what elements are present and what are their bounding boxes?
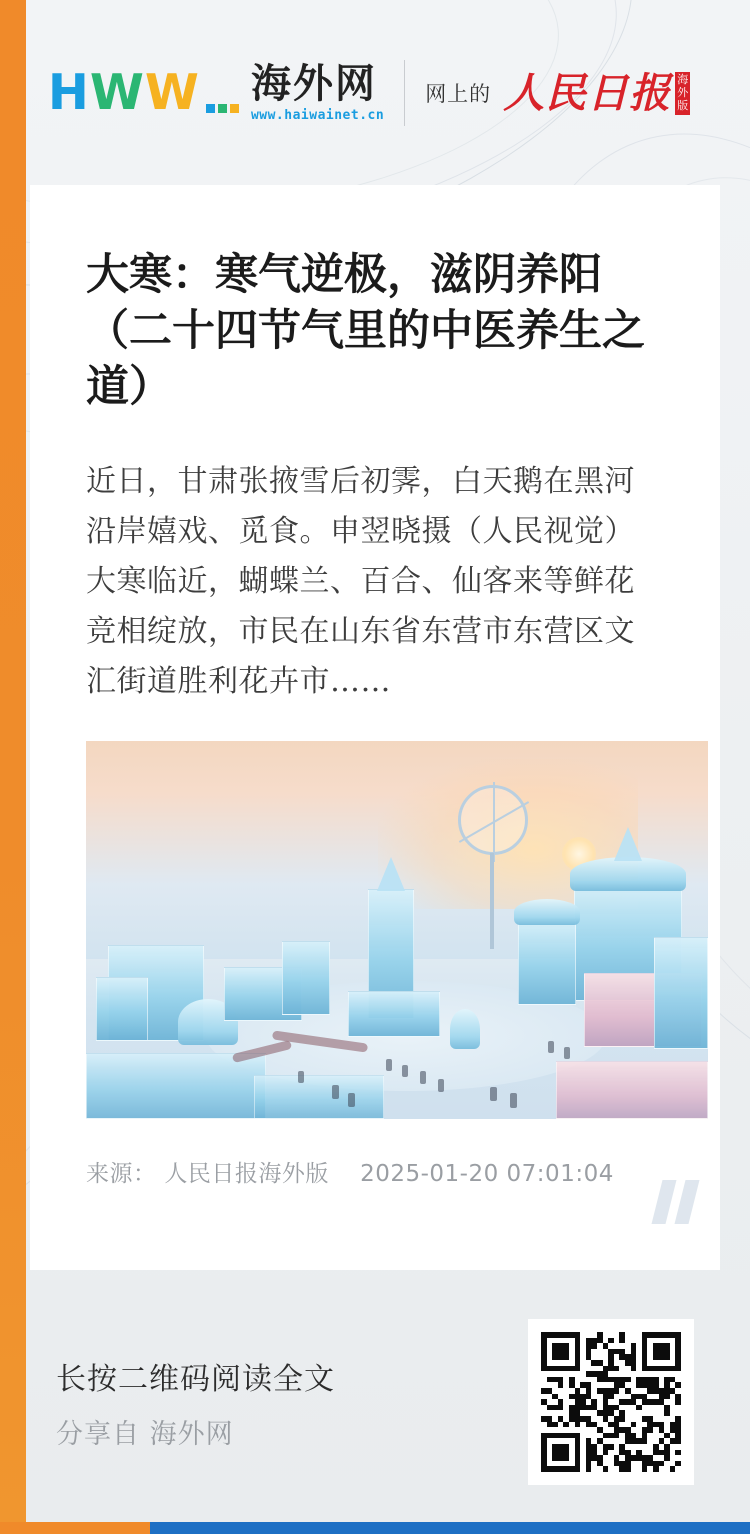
article-image[interactable] xyxy=(86,741,708,1119)
share-from: 分享自 海外网 xyxy=(56,1418,234,1450)
ice-block-left-b xyxy=(96,977,148,1041)
paper-edition-badge: 海外版 xyxy=(675,72,690,115)
site-name-block xyxy=(250,60,385,123)
logo-letter-w1: W xyxy=(89,63,143,121)
ice-sculpture-center xyxy=(450,1009,480,1049)
ice-tower-roof xyxy=(514,899,580,925)
ice-arch-left xyxy=(282,941,330,1015)
share-text-block xyxy=(56,1354,335,1451)
site-header xyxy=(0,0,750,185)
ice-wall-right xyxy=(654,937,708,1049)
ferris-wheel xyxy=(458,785,528,855)
logo-blocks-icon xyxy=(206,104,239,113)
crowd-dot xyxy=(548,1041,554,1053)
source-label: 来源： xyxy=(86,1161,157,1187)
people-daily-block xyxy=(425,70,690,115)
bottom-rail-blue xyxy=(150,1522,750,1534)
crowd-dot xyxy=(402,1065,408,1077)
bottom-rail-orange xyxy=(0,1522,150,1534)
crowd-dot xyxy=(348,1093,355,1107)
crowd-dot xyxy=(438,1079,444,1092)
ice-center-base xyxy=(348,991,440,1037)
timestamp: 2025-01-20 07:01:04 xyxy=(360,1161,614,1187)
vertical-divider-icon xyxy=(404,60,405,126)
site-url: www.haiwainet.cn xyxy=(250,107,385,123)
ferris-wheel-mast xyxy=(490,853,494,949)
crowd-dot xyxy=(490,1087,497,1101)
crowd-dot xyxy=(298,1071,304,1083)
ice-center-spire xyxy=(377,857,405,891)
logo-letter-w2: W xyxy=(144,63,198,121)
qr-code-matrix xyxy=(541,1332,681,1472)
quote-mark-icon xyxy=(657,1180,694,1224)
site-brand[interactable] xyxy=(48,60,690,126)
bottom-accent-rail xyxy=(0,1522,750,1534)
page-title: 大寒：寒气逆极，滋阴养阳（二十四节气里的中医养生之道） xyxy=(86,250,645,412)
ice-tower xyxy=(518,919,576,1005)
crowd-dot xyxy=(332,1085,339,1099)
ice-steps-right xyxy=(556,1061,708,1119)
qr-hint: 长按二维码阅读全文 xyxy=(56,1361,335,1397)
paper-name: 人民日报 xyxy=(503,68,672,117)
qr-code[interactable] xyxy=(528,1319,694,1485)
article-summary: 近日，甘肃张掖雪后初霁，白天鹅在黑河沿岸嬉戏、觅食。申翌晓摄（人民视觉）大寒临近，蝴蝶兰、百合、仙客来等鲜花竞相绽放，市民在山东省东营市东营区文汇街道胜利花卉市…… xyxy=(86,464,635,699)
crowd-dot xyxy=(564,1047,570,1059)
ice-spire xyxy=(614,827,642,861)
tagline: 网上的 xyxy=(425,81,492,106)
logo-letter-h: H xyxy=(47,63,88,121)
source-name: 人民日报海外版 xyxy=(164,1161,329,1187)
ice-steps-front xyxy=(86,1053,266,1119)
crowd-dot xyxy=(420,1071,426,1084)
hww-logo xyxy=(47,63,239,121)
article-card xyxy=(30,185,720,1270)
share-footer xyxy=(0,1270,750,1534)
ice-steps-front-2 xyxy=(254,1075,384,1119)
article-meta xyxy=(86,1119,664,1188)
site-name-cn: 海外网 xyxy=(250,60,377,107)
crowd-dot xyxy=(510,1093,517,1108)
left-accent-rail xyxy=(0,0,26,1534)
ice-pagoda-roof xyxy=(570,857,686,891)
crowd-dot xyxy=(386,1059,392,1071)
